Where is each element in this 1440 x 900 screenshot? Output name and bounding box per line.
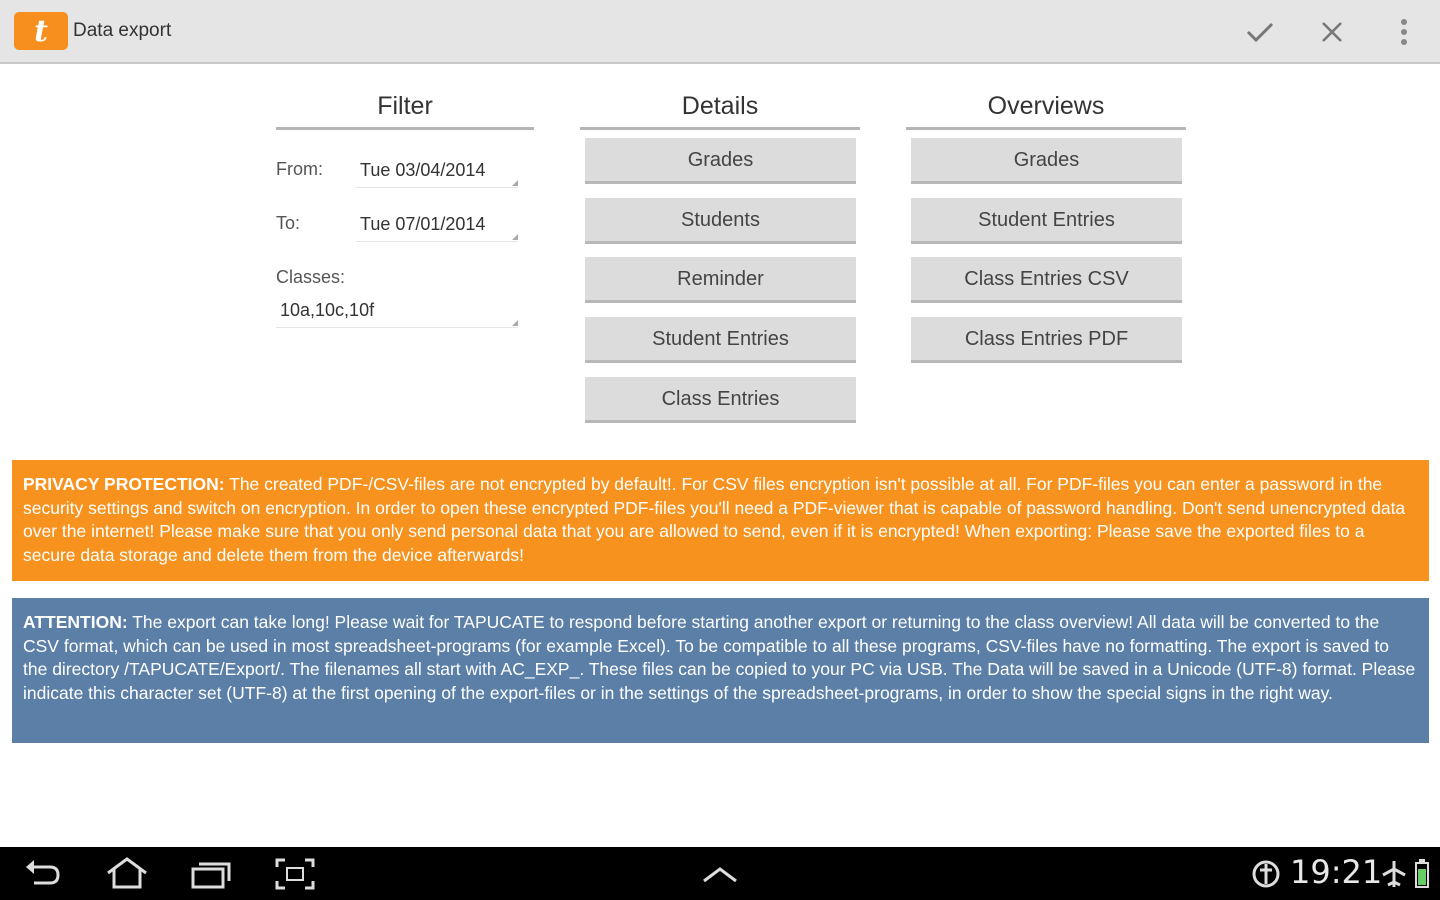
close-icon (1320, 20, 1344, 44)
overview-student-entries-button[interactable]: Student Entries (911, 198, 1182, 244)
to-label: To: (276, 213, 301, 233)
app-logo: t (14, 12, 68, 50)
battery-icon (1410, 855, 1434, 893)
attention-notice-text: The export can take long! Please wait for TAPUCATE to respond before starting another export or returning to the class overview! All data will be converted to the CSV format, which can be used in most spreadsheet-programs (for example Excel). To be compatible to all these programs, CSV-files have no formatting. The export is saved to the directory /TAPUCATE/Export/. The filenames all start with AC_EXP_. These files can be copied to your PC via USB. The Data will be saved in a Unicode (UTF-8) format. Please indicate this character set (UTF-8) at the first opening of the export-files or in the settings of the spreadsheet-programs, in order to show the special signs in the right way. (23, 612, 1416, 703)
recent-apps-button[interactable] (188, 855, 234, 893)
screenshot-button[interactable] (272, 855, 318, 893)
privacy-notice (12, 460, 1429, 581)
overview-class-entries-pdf-button[interactable]: Class Entries PDF (911, 317, 1182, 363)
sync-status (1246, 855, 1286, 893)
system-nav-bar (0, 847, 1440, 900)
home-button[interactable] (104, 855, 150, 893)
classes-field[interactable]: 10a,10c,10f (276, 300, 518, 328)
confirm-button[interactable] (1237, 10, 1283, 54)
screenshot-icon (272, 855, 318, 893)
battery-status (1410, 855, 1434, 893)
back-icon (20, 855, 66, 893)
status-clock: 19:21 (1290, 853, 1383, 891)
from-label: From: (276, 159, 323, 179)
expand-panel-button[interactable] (697, 855, 743, 893)
recent-apps-icon (188, 855, 234, 893)
details-grades-button[interactable]: Grades (585, 138, 856, 184)
details-title: Details (580, 86, 860, 130)
overviews-title: Overviews (906, 86, 1186, 130)
privacy-notice-heading: PRIVACY PROTECTION: (23, 474, 225, 494)
to-date-field[interactable]: Tue 07/01/2014 (356, 214, 518, 242)
back-button[interactable] (20, 855, 66, 893)
check-icon (1245, 20, 1275, 44)
filter-title: Filter (276, 86, 534, 130)
airplane-status (1380, 855, 1408, 893)
home-icon (104, 855, 150, 893)
airplane-icon (1380, 855, 1408, 893)
overview-grades-button[interactable]: Grades (911, 138, 1182, 184)
details-class-entries-button[interactable]: Class Entries (585, 377, 856, 423)
overview-class-entries-csv-button[interactable]: Class Entries CSV (911, 257, 1182, 303)
sync-icon (1246, 855, 1286, 893)
page-title: Data export (73, 20, 172, 41)
attention-notice (12, 598, 1429, 743)
details-student-entries-button[interactable]: Student Entries (585, 317, 856, 363)
overflow-menu-button[interactable] (1381, 10, 1427, 54)
classes-label: Classes: (276, 267, 346, 287)
cancel-button[interactable] (1309, 10, 1355, 54)
attention-notice-heading: ATTENTION: (23, 612, 128, 632)
up-chevron-icon (697, 855, 743, 893)
from-date-field[interactable]: Tue 03/04/2014 (356, 160, 518, 188)
details-reminder-button[interactable]: Reminder (585, 257, 856, 303)
more-vert-icon (1399, 18, 1409, 46)
privacy-notice-text: The created PDF-/CSV-files are not encrypted by default!. For CSV files encryption isn't possible at all. For PDF-files you can enter a password in the security settings and switch on encryption. In order to open these encrypted PDF-files you'll need a PDF-viewer that is capable of password handling. Don't send unencrypted data over the internet! Please make sure that you only send personal data that you are allowed to send, even if it is encrypted! When exporting: Please save the exported files to a secure data storage and delete them from the device afterwards! (23, 474, 1406, 565)
action-bar (0, 0, 1440, 64)
details-students-button[interactable]: Students (585, 198, 856, 244)
